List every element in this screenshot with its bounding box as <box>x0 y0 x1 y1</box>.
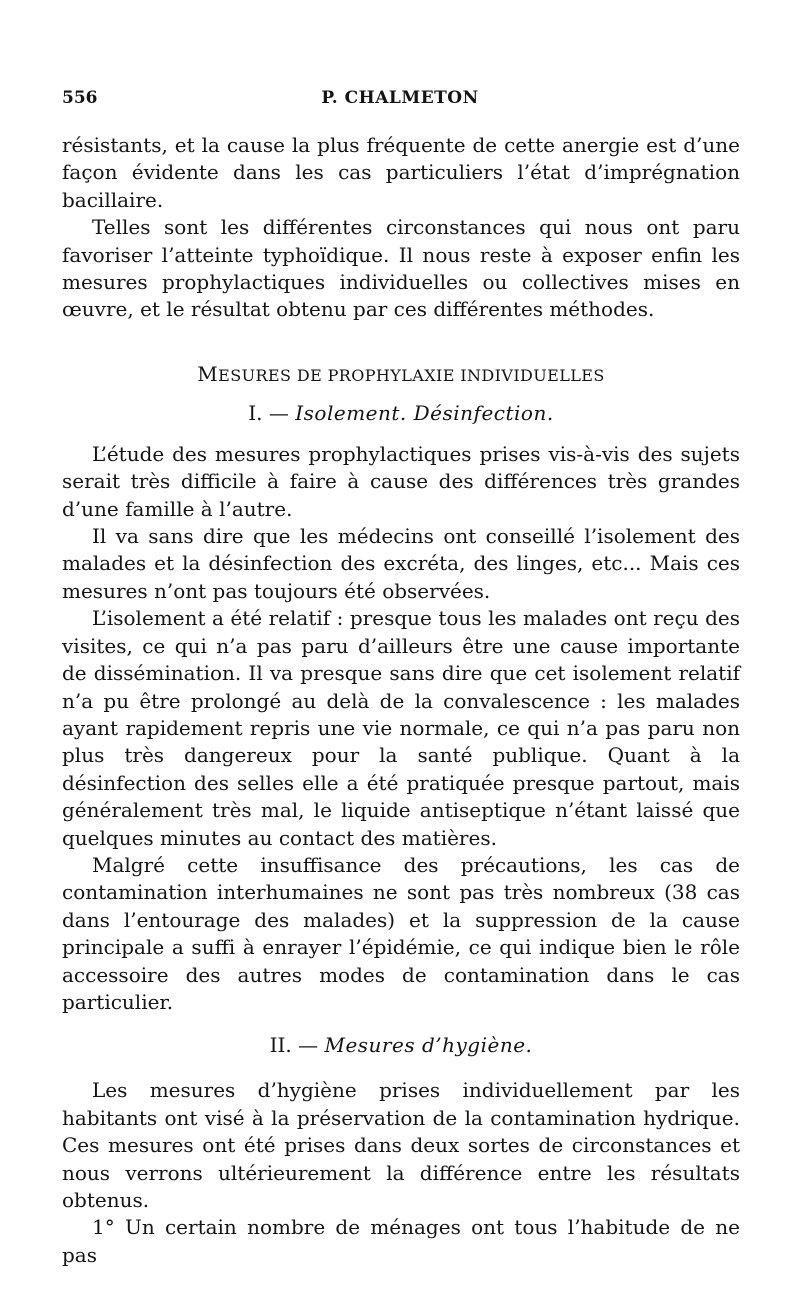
subsection-heading-1 <box>62 400 740 427</box>
paragraph: Les mesures d’hygiène prises individuellement par les habitants ont visé à la préservation de la contamination hydrique. Ces mesures ont été prises dans deux sortes de circonstances et nous verrons ultérieurement la différence entre les résultats obtenus. <box>62 1078 740 1212</box>
subsection-title: Isolement. Désinfection. <box>295 400 554 425</box>
subsection-heading-2 <box>62 1032 740 1059</box>
running-head-author: P. CHALMETON <box>321 88 479 108</box>
running-header <box>62 88 738 114</box>
section-heading-rest: ESURES DE PROPHYLAXIE INDIVIDUELLES <box>218 365 605 385</box>
section-heading <box>62 362 740 388</box>
paragraph: L’étude des mesures prophylactiques prises vis-à-vis des sujets serait très difficile à faire à cause des différences très grandes d’une famille à l’autre. <box>62 441 740 521</box>
paragraph: L’isolement a été relatif : presque tous les malades ont reçu des visites, ce qui n’a pas paru d’ailleurs être une cause importante de dissémination. Il va presque sans dire que cet isolement relatif n’a pu être prolongé au delà de la convalescence : les malades ayant rapidement repris une vie normale, ce qui n’a pas paru non plus très dangereux pour la santé publique. Quant à la désinfection des selles elle a été pratiquée presque partout, mais généralement très mal, le liquide antiseptique n’étant laissé que quelques minutes au contact des matières. <box>62 606 740 850</box>
paragraph: 1° Un certain nombre de ménages ont tous l’habitude de ne pas <box>62 1215 740 1267</box>
paragraph: Malgré cette insuffisance des précautions, les cas de contamination interhumaines ne sont pas très nombreux (38 cas dans l’entourage des malades) et la suppression de la cause principale a suffi à enrayer l’épidémie, ce qui indique bien le rôle accessoire des autres modes de contamination dans le cas particulier. <box>62 852 740 1014</box>
page-number: 556 <box>62 88 98 108</box>
subsection-number: I. — <box>248 400 289 425</box>
subsection-title: Mesures d’hygiène. <box>324 1033 533 1058</box>
page-body <box>62 132 740 1269</box>
section-heading-initial: M <box>197 361 219 386</box>
paragraph: Il va sans dire que les médecins ont conseillé l’isolement des malades et la désinfection des excréta, des linges, etc... Mais ces mesures n’ont pas toujours été observées. <box>62 524 740 603</box>
paragraph: Telles sont les différentes circonstances qui nous ont paru favoriser l’atteinte typhoïdique. Il nous reste à exposer enfin les mesures prophylactiques individuelles ou collectives mises en œuvre, et le résultat obtenu par ces différentes méthodes. <box>62 215 740 322</box>
paragraph-continued: résistants, et la cause la plus fréquente de cette anergie est d’une façon évidente dans les cas particuliers l’état d’imprégnation bacillaire. <box>62 133 740 212</box>
subsection-number: II. — <box>269 1033 319 1058</box>
